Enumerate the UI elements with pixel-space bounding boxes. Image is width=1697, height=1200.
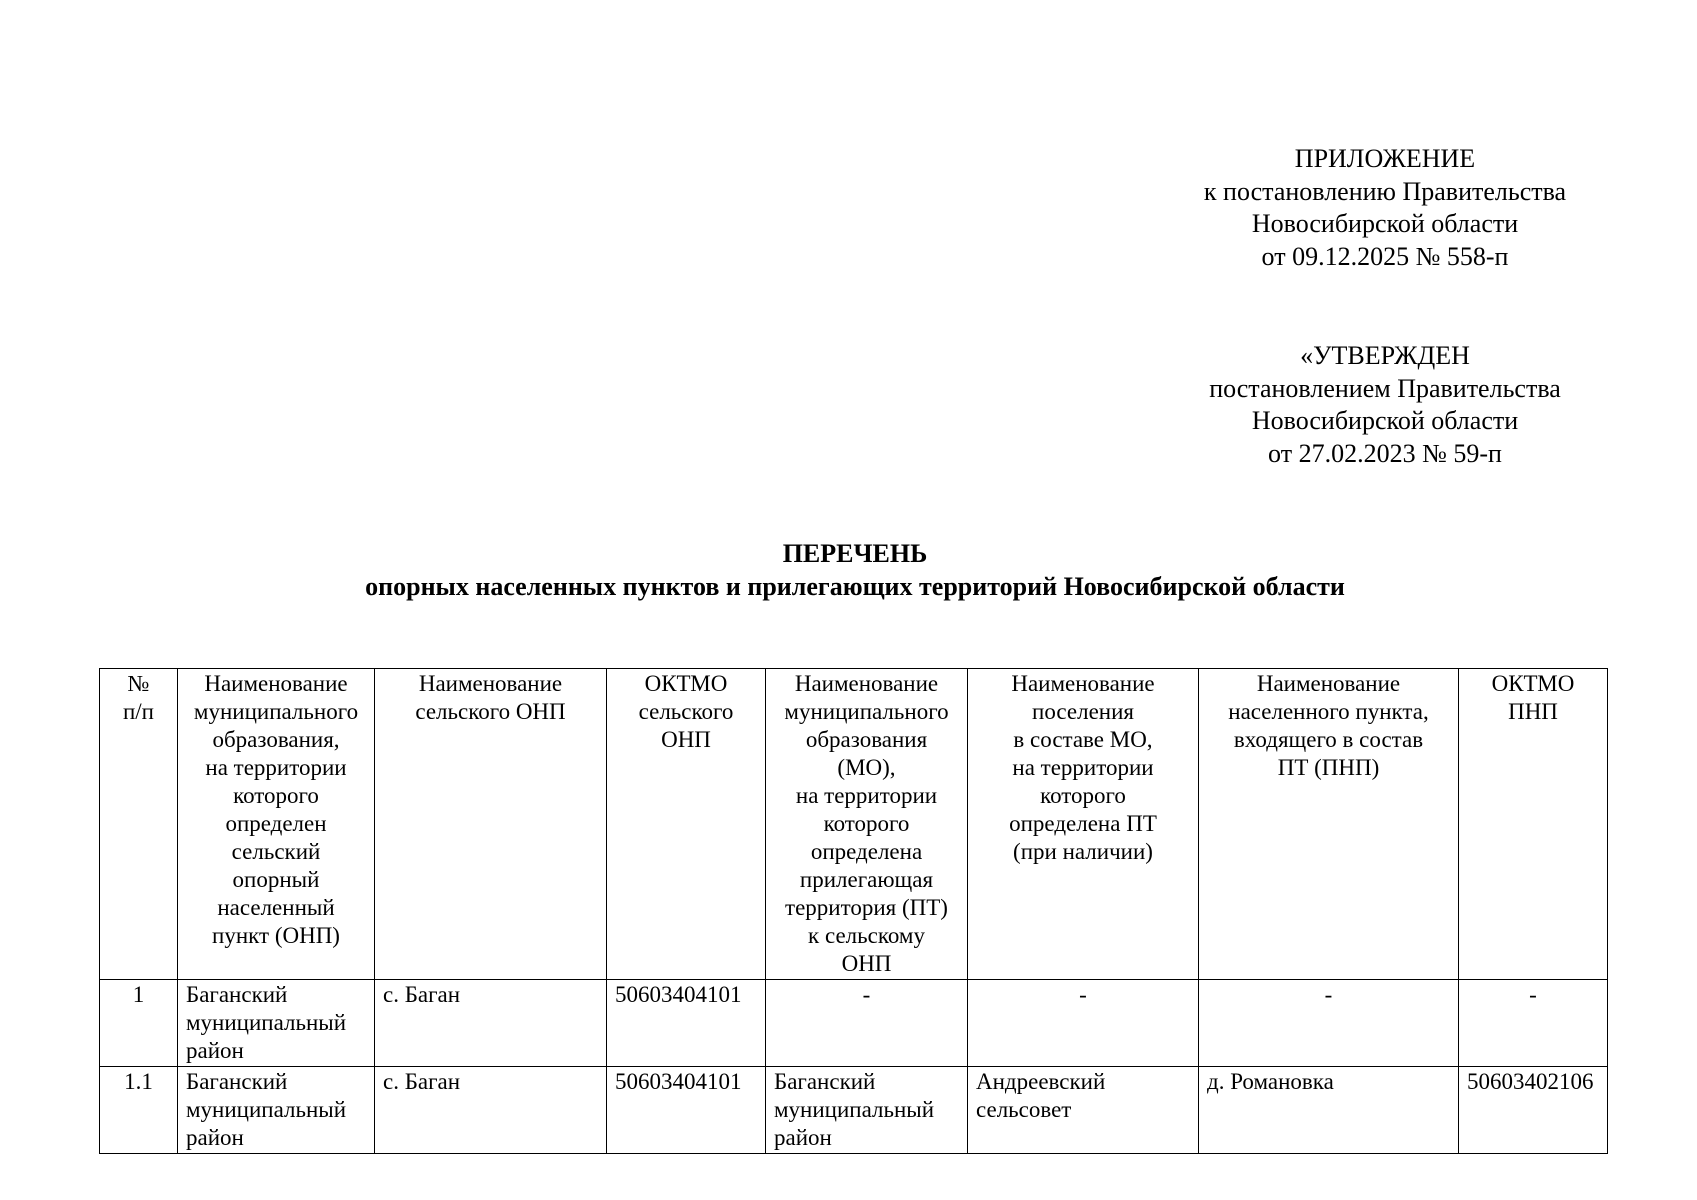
cell-rural-onp: с. Баган — [375, 980, 607, 1067]
cell-oktmo-pnp: - — [1459, 980, 1608, 1067]
approval-line: «УТВЕРЖДЕН — [1300, 341, 1470, 370]
approval-stamp — [1165, 340, 1605, 470]
table-row — [100, 1067, 1608, 1154]
header-rural-onp: Наименование сельского ОНП — [375, 669, 607, 980]
header-pnp: Наименование населенного пункта, входящего в состав ПТ (ПНП) — [1199, 669, 1459, 980]
cell-municipality: Баганский муниципальный район — [178, 1067, 375, 1154]
title-line-1: ПЕРЕЧЕНЬ — [782, 539, 928, 568]
cell-pnp: - — [1199, 980, 1459, 1067]
appendix-line: от 09.12.2025 № 558-п — [1261, 241, 1509, 271]
appendix-line: Новосибирской области — [1251, 209, 1519, 238]
cell-number: 1.1 — [100, 1067, 178, 1154]
header-oktmo-pnp: ОКТМО ПНП — [1459, 669, 1608, 980]
appendix-line: к постановлению Правительства — [1203, 176, 1567, 206]
table-header-row — [100, 669, 1608, 980]
cell-oktmo-pnp: 50603402106 — [1459, 1067, 1608, 1154]
approval-line: от 27.02.2023 № 59-п — [1268, 438, 1502, 468]
cell-settlement: - — [968, 980, 1199, 1067]
cell-mo-pt: - — [766, 980, 968, 1067]
cell-settlement: Андреевский сельсовет — [968, 1067, 1199, 1154]
document-title — [100, 537, 1610, 603]
cell-oktmo-onp: 50603404101 — [607, 1067, 766, 1154]
table-row — [100, 980, 1608, 1067]
appendix-line: ПРИЛОЖЕНИЕ — [1294, 144, 1476, 173]
approval-line: Новосибирской области — [1251, 406, 1519, 435]
cell-pnp: д. Романовка — [1199, 1067, 1459, 1154]
header-oktmo-onp: ОКТМО сельского ОНП — [607, 669, 766, 980]
settlements-table — [99, 668, 1608, 1154]
cell-oktmo-onp: 50603404101 — [607, 980, 766, 1067]
approval-line: постановлением Правительства — [1209, 373, 1561, 403]
appendix-header — [1165, 143, 1605, 273]
title-line-2: опорных населенных пунктов и прилегающих территорий Новосибирской области — [365, 572, 1345, 601]
header-settlement: Наименование поселения в составе МО, на территории которого определена ПТ (при наличии) — [968, 669, 1199, 980]
cell-number: 1 — [100, 980, 178, 1067]
header-municipality: Наименование муниципального образования, на территории которого определен сельский опорный населенный пункт (ОНП) — [178, 669, 375, 980]
header-mo-pt: Наименование муниципального образования (МО), на территории которого определена прилегающая территория (ПТ) к сельскому ОНП — [766, 669, 968, 980]
cell-mo-pt: Баганский муниципальный район — [766, 1067, 968, 1154]
cell-rural-onp: с. Баган — [375, 1067, 607, 1154]
cell-municipality: Баганский муниципальный район — [178, 980, 375, 1067]
header-number: № п/п — [100, 669, 178, 980]
